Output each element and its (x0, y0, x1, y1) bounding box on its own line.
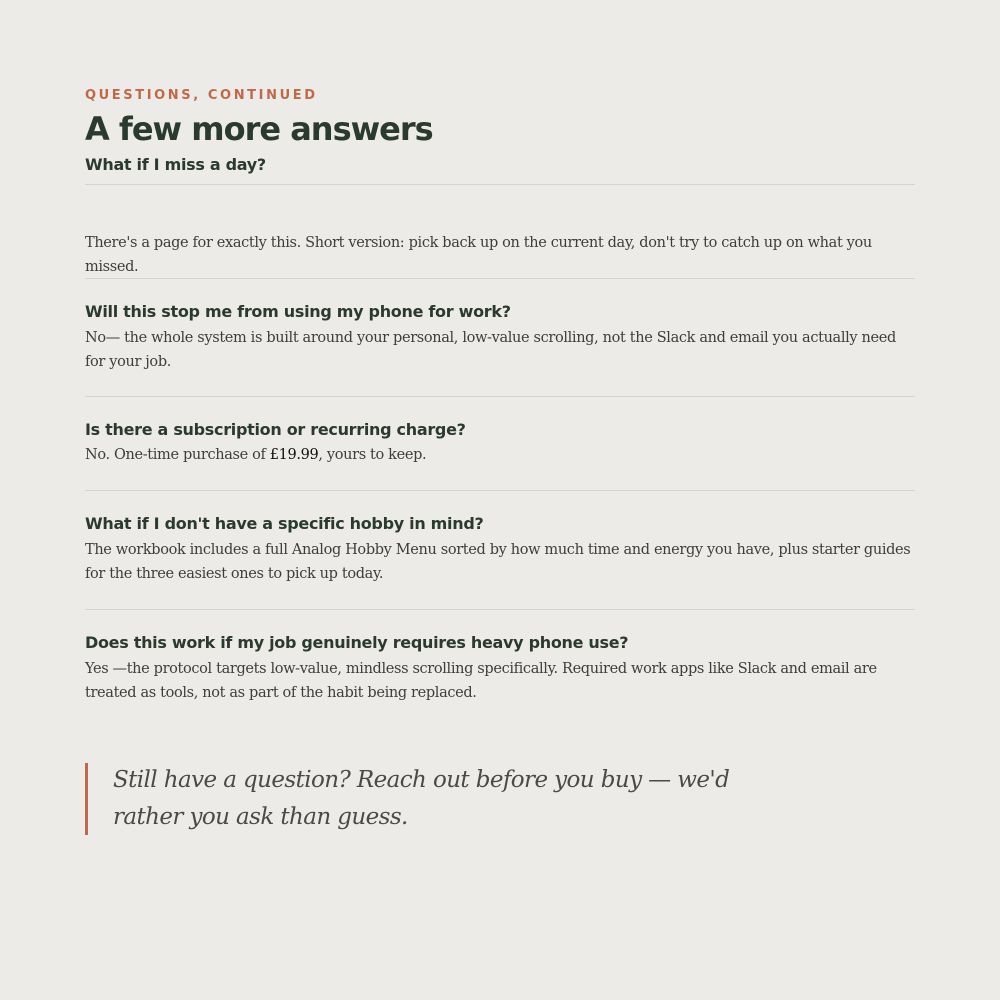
divider (85, 184, 915, 185)
faq-answer (85, 444, 915, 468)
section-eyebrow: QUESTIONS, CONTINUED (85, 88, 318, 103)
pull-quote (85, 763, 753, 835)
faq-answer: There's a page for exactly this. Short version: pick back up on the current day, don't try to catch up on what you missed. (85, 235, 872, 275)
faq-question: Is there a subscription or recurring charge? (85, 420, 466, 439)
faq-answer: Yes —the protocol targets low-value, mindless scrolling specifically. Required work apps like Slack and email are treated as tools, not as part of the habit being replaced. (85, 661, 877, 701)
faq-answer: The workbook includes a full Analog Hobby Menu sorted by how much time and energy you have, plus starter guides for the three easiest ones to pick up today. (85, 542, 911, 582)
page-title: A few more answers (85, 110, 433, 148)
faq-question: What if I miss a day? (85, 155, 266, 174)
faq-question: Does this work if my job genuinely requires heavy phone use? (85, 633, 629, 652)
divider (85, 490, 915, 491)
divider (85, 278, 915, 279)
price-value: £19.99 (269, 447, 319, 463)
faq-question: Will this stop me from using my phone for work? (85, 302, 511, 321)
faq-answer-text: , yours to keep. (318, 447, 427, 463)
faq-question: What if I don't have a specific hobby in mind? (85, 514, 484, 533)
divider (85, 609, 915, 610)
pull-quote-text: Still have a question? Reach out before you buy — we'd rather you ask than guess. (113, 767, 730, 830)
faq-answer: No— the whole system is built around your personal, low-value scrolling, not the Slack and email you actually need for your job. (85, 330, 896, 370)
divider (85, 396, 915, 397)
faq-answer-text: No. One-time purchase of (85, 447, 270, 463)
